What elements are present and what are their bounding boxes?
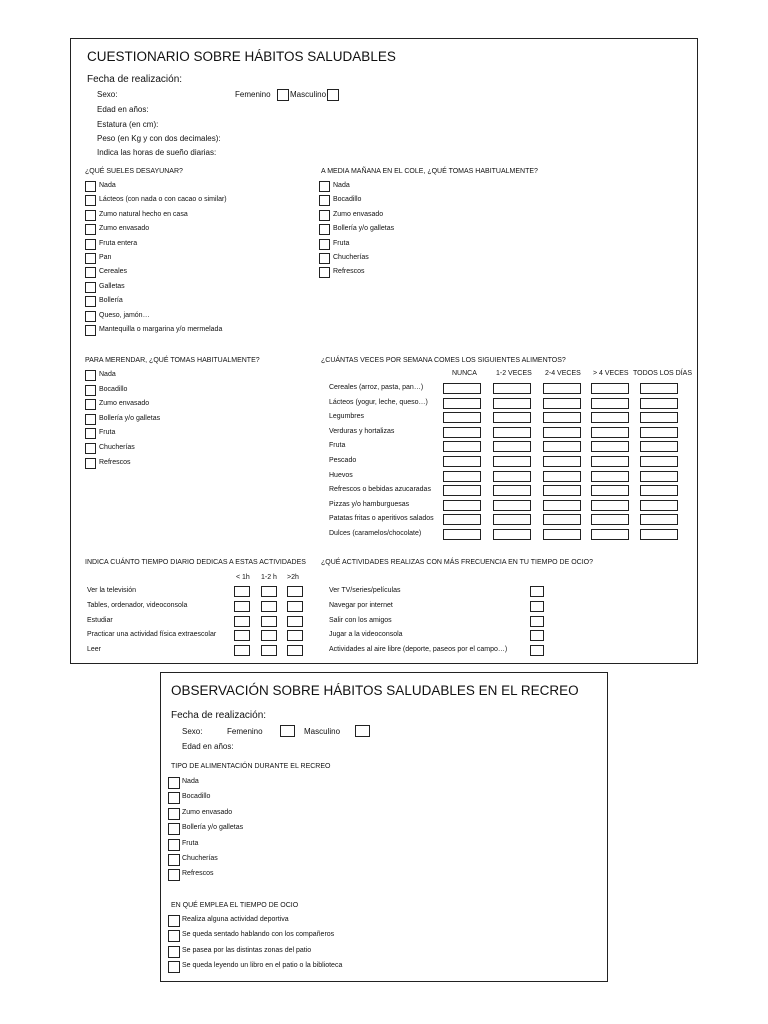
time-answer-box[interactable] xyxy=(234,586,250,597)
time-column-header: >2h xyxy=(287,574,299,581)
frequency-answer-box[interactable] xyxy=(640,500,678,511)
time-column-header: 1-2 h xyxy=(261,574,277,581)
frequency-row-label: Dulces (caramelos/chocolate) xyxy=(329,530,422,537)
time-answer-box[interactable] xyxy=(287,645,303,656)
frequency-answer-box[interactable] xyxy=(640,456,678,467)
obs-leisure-item-label: Se queda leyendo un libro en el patio o la biblioteca xyxy=(182,962,343,970)
frequency-answer-box[interactable] xyxy=(591,514,629,525)
time-row-label: Tables, ordenador, videoconsola xyxy=(87,601,188,609)
frequency-row-label: Verduras y hortalizas xyxy=(329,427,395,435)
midmorning-item-checkbox[interactable] xyxy=(319,181,330,192)
frequency-answer-box[interactable] xyxy=(543,456,581,467)
midmorning-item-checkbox[interactable] xyxy=(319,267,330,278)
breakfast-item-label: Queso, jamón… xyxy=(99,311,150,319)
frequency-row-label: Fruta xyxy=(329,442,346,450)
obs-leisure-item-label: Realiza alguna actividad deportiva xyxy=(182,916,289,923)
date-label: Fecha de realización: xyxy=(87,74,183,85)
breakfast-item-label: Bollería xyxy=(99,297,123,305)
midmorning-item-label: Bollería y/o galletas xyxy=(333,225,395,233)
obs-age-label: Edad en años: xyxy=(182,742,234,751)
female-checkbox[interactable] xyxy=(277,89,289,101)
breakfast-item-checkbox[interactable] xyxy=(85,253,96,264)
frequency-answer-box[interactable] xyxy=(640,441,678,452)
frequency-answer-box[interactable] xyxy=(640,485,678,496)
midmorning-item-label: Zumo envasado xyxy=(333,210,384,218)
frequency-answer-box[interactable] xyxy=(640,398,678,409)
breakfast-item-checkbox[interactable] xyxy=(85,325,96,336)
frequency-answer-box[interactable] xyxy=(640,471,678,482)
breakfast-heading: ¿QUÉ SUELES DESAYUNAR? xyxy=(85,168,183,175)
time-row-label: Estudiar xyxy=(87,616,113,624)
time-answer-box[interactable] xyxy=(261,616,277,627)
obs-food-item-label: Bollería y/o galletas xyxy=(182,824,244,832)
breakfast-item-checkbox[interactable] xyxy=(85,267,96,278)
time-answer-box[interactable] xyxy=(261,586,277,597)
frequency-answer-box[interactable] xyxy=(443,456,481,467)
frequency-answer-box[interactable] xyxy=(493,471,531,482)
frequency-answer-box[interactable] xyxy=(640,427,678,438)
sleep-label: Indica las horas de sueño diarias: xyxy=(97,148,217,157)
breakfast-item-checkbox[interactable] xyxy=(85,210,96,221)
time-answer-box[interactable] xyxy=(261,645,277,656)
midmorning-item-label: Bocadillo xyxy=(333,196,362,204)
snack-item-label: Chucherías xyxy=(99,444,135,451)
time-answer-box[interactable] xyxy=(261,630,277,641)
obs-female-label: Femenino xyxy=(227,727,263,736)
breakfast-item-label: Cereales xyxy=(99,268,128,276)
obs-sex-label: Sexo: xyxy=(182,727,203,736)
frequency-answer-box[interactable] xyxy=(443,427,481,438)
breakfast-item-label: Mantequilla o margarina y/o mermelada xyxy=(99,326,223,333)
obs-female-checkbox[interactable] xyxy=(280,725,295,737)
leisure-item-label: Navegar por internet xyxy=(329,601,393,609)
snack-item-label: Zumo envasado xyxy=(99,400,150,408)
frequency-row-label: Huevos xyxy=(329,471,353,479)
midmorning-heading: A MEDIA MAÑANA EN EL COLE, ¿QUÉ TOMAS HABITUALMENTE? xyxy=(321,168,538,175)
snack-item-checkbox[interactable] xyxy=(85,370,96,381)
sex-label: Sexo: xyxy=(97,90,118,99)
breakfast-item-checkbox[interactable] xyxy=(85,311,96,322)
obs-leisure-item-checkbox[interactable] xyxy=(168,946,180,958)
female-label: Femenino xyxy=(235,90,271,99)
time-answer-box[interactable] xyxy=(287,601,303,612)
obs-food-item-label: Chucherías xyxy=(182,855,218,862)
obs-food-item-checkbox[interactable] xyxy=(168,792,180,804)
weight-label: Peso (en Kg y con dos decimales): xyxy=(97,134,221,143)
midmorning-item-checkbox[interactable] xyxy=(319,239,330,250)
height-label: Estatura (en cm): xyxy=(97,120,159,129)
leisure-item-checkbox[interactable] xyxy=(530,630,544,641)
leisure-item-checkbox[interactable] xyxy=(530,586,544,597)
time-row-label: Ver la televisión xyxy=(87,587,137,594)
obs-food-item-checkbox[interactable] xyxy=(168,823,180,835)
time-answer-box[interactable] xyxy=(261,601,277,612)
frequency-answer-box[interactable] xyxy=(640,383,678,394)
obs-food-item-checkbox[interactable] xyxy=(168,869,180,881)
breakfast-item-label: Zumo envasado xyxy=(99,225,150,233)
breakfast-item-label: Galletas xyxy=(99,282,125,290)
frequency-column-header: 2-4 VECES xyxy=(545,370,581,377)
frequency-answer-box[interactable] xyxy=(543,412,581,423)
obs-food-item-checkbox[interactable] xyxy=(168,777,180,789)
leisure-heading: ¿QUÉ ACTIVIDADES REALIZAS CON MÁS FRECUENCIA EN TU TIEMPO DE OCIO? xyxy=(321,559,594,566)
midmorning-item-checkbox[interactable] xyxy=(319,224,330,235)
breakfast-item-label: Lácteos (con nada o con cacao o similar) xyxy=(99,196,227,204)
leisure-item-label: Jugar a la videoconsola xyxy=(329,631,403,639)
frequency-heading: ¿CUÁNTAS VECES POR SEMANA COMES LOS SIGUIENTES ALIMENTOS? xyxy=(321,357,566,364)
frequency-answer-box[interactable] xyxy=(443,500,481,511)
frequency-row-label: Cereales (arroz, pasta, pan…) xyxy=(329,384,424,391)
snack-item-label: Nada xyxy=(99,371,116,378)
frequency-answer-box[interactable] xyxy=(493,441,531,452)
obs-leisure-heading: EN QUÉ EMPLEA EL TIEMPO DE OCIO xyxy=(171,902,299,909)
frequency-answer-box[interactable] xyxy=(543,500,581,511)
midmorning-item-checkbox[interactable] xyxy=(319,210,330,221)
frequency-row-label: Lácteos (yogur, leche, queso…) xyxy=(329,398,428,406)
frequency-answer-box[interactable] xyxy=(543,441,581,452)
snack-item-checkbox[interactable] xyxy=(85,385,96,396)
obs-food-item-label: Refrescos xyxy=(182,870,214,878)
snack-item-checkbox[interactable] xyxy=(85,414,96,425)
frequency-row-label: Legumbres xyxy=(329,413,365,421)
frequency-answer-box[interactable] xyxy=(640,514,678,525)
time-answer-box[interactable] xyxy=(287,616,303,627)
frequency-answer-box[interactable] xyxy=(443,412,481,423)
male-label: Masculino xyxy=(290,90,327,99)
leisure-item-checkbox[interactable] xyxy=(530,616,544,627)
breakfast-item-checkbox[interactable] xyxy=(85,195,96,206)
obs-date-label: Fecha de realización: xyxy=(171,710,267,721)
frequency-answer-box[interactable] xyxy=(443,514,481,525)
snack-item-label: Bocadillo xyxy=(99,385,128,393)
frequency-answer-box[interactable] xyxy=(591,529,629,540)
midmorning-item-label: Refrescos xyxy=(333,268,365,276)
leisure-item-checkbox[interactable] xyxy=(530,601,544,612)
breakfast-item-label: Zumo natural hecho en casa xyxy=(99,210,188,218)
frequency-answer-box[interactable] xyxy=(443,441,481,452)
frequency-answer-box[interactable] xyxy=(493,398,531,409)
time-row-label: Leer xyxy=(87,646,102,654)
frequency-answer-box[interactable] xyxy=(591,500,629,511)
snack-heading: PARA MERENDAR, ¿QUÉ TOMAS HABITUALMENTE? xyxy=(85,357,260,364)
frequency-answer-box[interactable] xyxy=(493,383,531,394)
frequency-answer-box[interactable] xyxy=(443,471,481,482)
frequency-answer-box[interactable] xyxy=(640,412,678,423)
time-answer-box[interactable] xyxy=(234,601,250,612)
frequency-answer-box[interactable] xyxy=(591,441,629,452)
frequency-column-header: NUNCA xyxy=(452,370,477,377)
frequency-answer-box[interactable] xyxy=(591,398,629,409)
frequency-column-header: 1-2 VECES xyxy=(496,370,532,377)
frequency-answer-box[interactable] xyxy=(443,529,481,540)
obs-male-checkbox[interactable] xyxy=(355,725,370,737)
questionnaire-form xyxy=(70,38,698,664)
frequency-answer-box[interactable] xyxy=(493,500,531,511)
frequency-row-label: Patatas fritas o aperitivos salados xyxy=(329,515,434,523)
frequency-answer-box[interactable] xyxy=(543,529,581,540)
frequency-answer-box[interactable] xyxy=(543,485,581,496)
snack-item-label: Fruta xyxy=(99,429,116,437)
frequency-column-header: > 4 VECES xyxy=(593,370,629,377)
frequency-answer-box[interactable] xyxy=(493,412,531,423)
frequency-answer-box[interactable] xyxy=(543,383,581,394)
frequency-row-label: Pescado xyxy=(329,457,357,464)
frequency-answer-box[interactable] xyxy=(591,412,629,423)
snack-item-checkbox[interactable] xyxy=(85,428,96,439)
frequency-answer-box[interactable] xyxy=(543,427,581,438)
observation-form xyxy=(160,672,608,982)
obs-food-item-checkbox[interactable] xyxy=(168,839,180,851)
obs-food-item-label: Zumo envasado xyxy=(182,808,233,816)
obs-leisure-item-checkbox[interactable] xyxy=(168,961,180,973)
breakfast-item-label: Fruta entera xyxy=(99,239,138,247)
obs-male-label: Masculino xyxy=(304,727,341,736)
time-answer-box[interactable] xyxy=(287,630,303,641)
frequency-answer-box[interactable] xyxy=(543,471,581,482)
frequency-answer-box[interactable] xyxy=(543,398,581,409)
obs-leisure-item-label: Se pasea por las distintas zonas del patio xyxy=(182,946,312,954)
frequency-answer-box[interactable] xyxy=(443,383,481,394)
snack-item-checkbox[interactable] xyxy=(85,399,96,410)
obs-food-item-checkbox[interactable] xyxy=(168,854,180,866)
frequency-column-header: TODOS LOS DÍAS xyxy=(633,370,692,377)
frequency-row-label: Refrescos o bebidas azucaradas xyxy=(329,486,431,494)
frequency-answer-box[interactable] xyxy=(493,456,531,467)
breakfast-item-checkbox[interactable] xyxy=(85,296,96,307)
breakfast-item-checkbox[interactable] xyxy=(85,282,96,293)
leisure-item-label: Ver TV/series/películas xyxy=(329,587,401,594)
obs-food-item-label: Fruta xyxy=(182,839,199,847)
frequency-answer-box[interactable] xyxy=(443,398,481,409)
obs-food-item-label: Nada xyxy=(182,778,199,785)
midmorning-item-checkbox[interactable] xyxy=(319,253,330,264)
frequency-answer-box[interactable] xyxy=(591,456,629,467)
snack-item-label: Bollería y/o galletas xyxy=(99,414,161,422)
time-row-label: Practicar una actividad física extraescolar xyxy=(87,631,217,639)
male-checkbox[interactable] xyxy=(327,89,339,101)
time-heading: INDICA CUÁNTO TIEMPO DIARIO DEDICAS A ESTAS ACTIVIDADES xyxy=(85,559,306,566)
time-answer-box[interactable] xyxy=(234,630,250,641)
breakfast-item-label: Nada xyxy=(99,182,116,189)
snack-item-checkbox[interactable] xyxy=(85,458,96,469)
frequency-answer-box[interactable] xyxy=(493,485,531,496)
frequency-answer-box[interactable] xyxy=(591,383,629,394)
snack-item-checkbox[interactable] xyxy=(85,443,96,454)
leisure-item-label: Salir con los amigos xyxy=(329,616,392,624)
midmorning-item-label: Nada xyxy=(333,182,350,189)
frequency-answer-box[interactable] xyxy=(443,485,481,496)
observation-title: OBSERVACIÓN SOBRE HÁBITOS SALUDABLES EN EL RECREO xyxy=(171,683,579,698)
obs-leisure-item-checkbox[interactable] xyxy=(168,915,180,927)
frequency-answer-box[interactable] xyxy=(493,427,531,438)
breakfast-item-label: Pan xyxy=(99,254,112,261)
frequency-answer-box[interactable] xyxy=(493,514,531,525)
midmorning-item-checkbox[interactable] xyxy=(319,195,330,206)
breakfast-item-checkbox[interactable] xyxy=(85,224,96,235)
obs-food-heading: TIPO DE ALIMENTACIÓN DURANTE EL RECREO xyxy=(171,763,331,770)
obs-leisure-item-checkbox[interactable] xyxy=(168,930,180,942)
age-label: Edad en años: xyxy=(97,105,149,114)
time-column-header: < 1h xyxy=(236,574,250,581)
questionnaire-title: CUESTIONARIO SOBRE HÁBITOS SALUDABLES xyxy=(87,49,396,64)
leisure-item-checkbox[interactable] xyxy=(530,645,544,656)
time-answer-box[interactable] xyxy=(234,616,250,627)
frequency-answer-box[interactable] xyxy=(591,485,629,496)
frequency-answer-box[interactable] xyxy=(591,471,629,482)
time-answer-box[interactable] xyxy=(234,645,250,656)
frequency-answer-box[interactable] xyxy=(543,514,581,525)
breakfast-item-checkbox[interactable] xyxy=(85,181,96,192)
leisure-item-label: Actividades al aire libre (deporte, paseos por el campo…) xyxy=(329,646,508,654)
time-answer-box[interactable] xyxy=(287,586,303,597)
midmorning-item-label: Chucherías xyxy=(333,254,369,261)
frequency-answer-box[interactable] xyxy=(640,529,678,540)
breakfast-item-checkbox[interactable] xyxy=(85,239,96,250)
frequency-row-label: Pizzas y/o hamburguesas xyxy=(329,500,410,508)
obs-leisure-item-label: Se queda sentado hablando con los compañeros xyxy=(182,931,335,939)
frequency-answer-box[interactable] xyxy=(591,427,629,438)
obs-food-item-checkbox[interactable] xyxy=(168,808,180,820)
obs-food-item-label: Bocadillo xyxy=(182,793,211,801)
midmorning-item-label: Fruta xyxy=(333,239,350,247)
frequency-answer-box[interactable] xyxy=(493,529,531,540)
snack-item-label: Refrescos xyxy=(99,458,131,466)
